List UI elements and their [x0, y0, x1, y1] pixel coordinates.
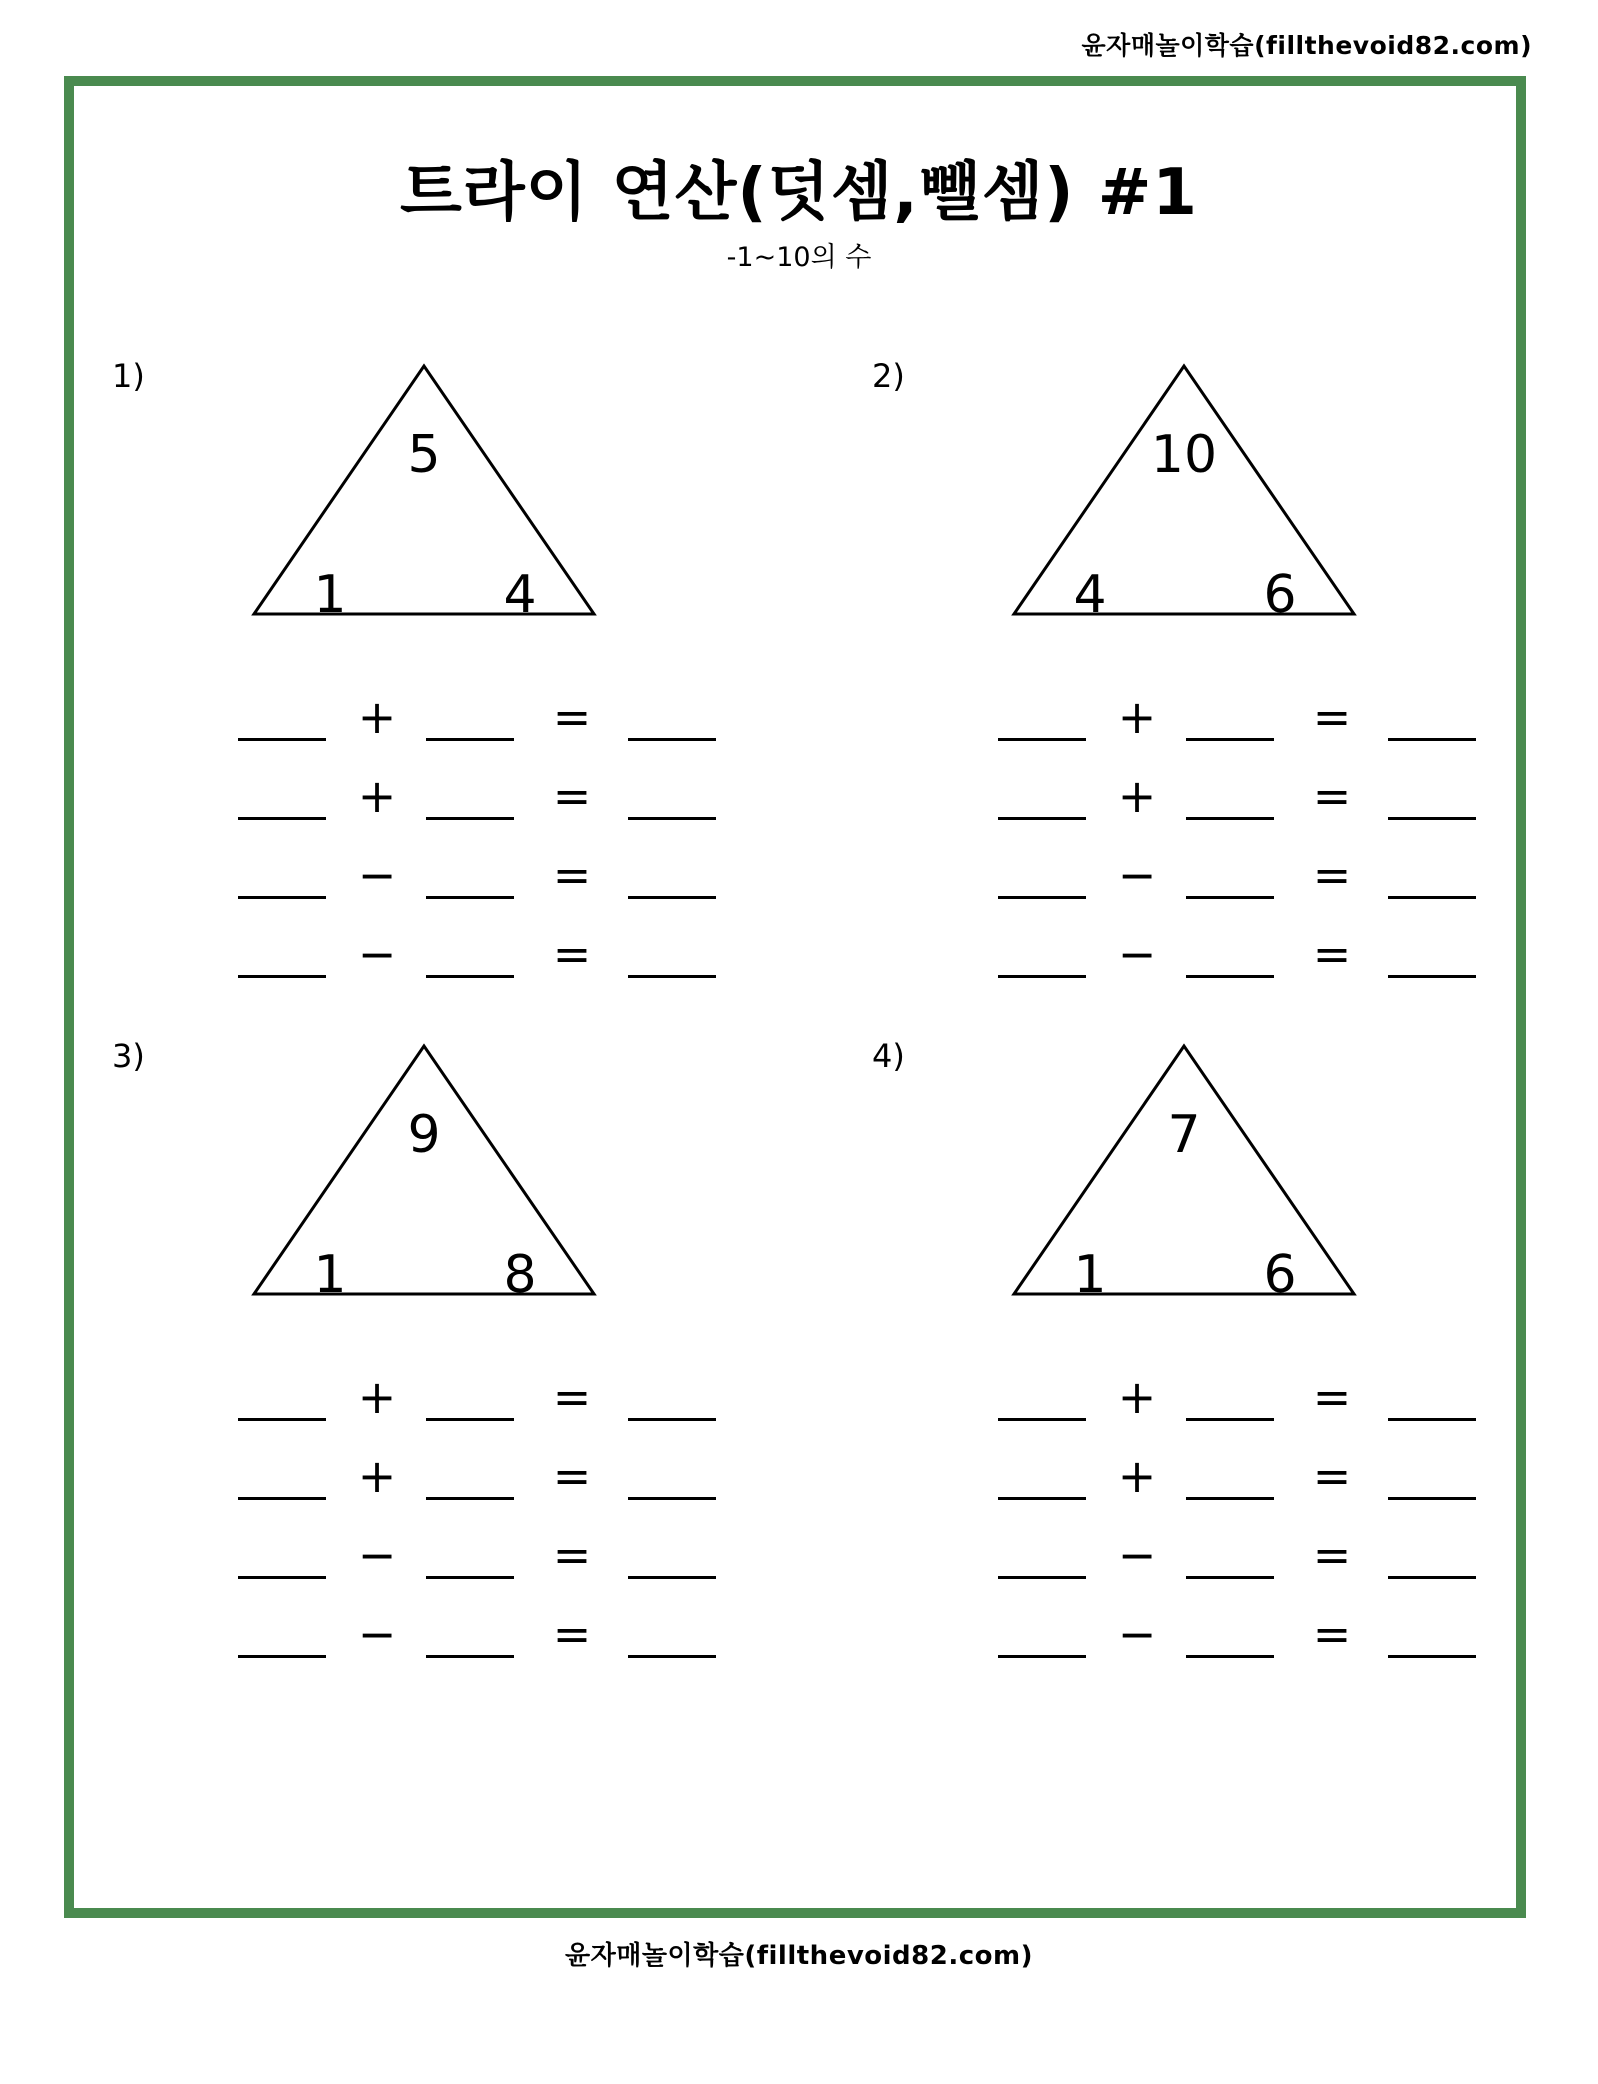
- problem-4: [872, 1037, 1598, 1717]
- answer-blank[interactable]: [628, 1576, 716, 1579]
- equals-sign: =: [552, 927, 592, 981]
- answer-blank[interactable]: [426, 975, 514, 978]
- answer-blank[interactable]: [1388, 1655, 1476, 1658]
- triangle-top-number: 7: [1167, 1105, 1201, 1165]
- answer-blank[interactable]: [426, 817, 514, 820]
- equals-sign: =: [1312, 690, 1352, 744]
- equals-sign: =: [552, 848, 592, 902]
- equals-sign: =: [1312, 1449, 1352, 1503]
- answer-blank[interactable]: [628, 1655, 716, 1658]
- answer-blank[interactable]: [628, 1418, 716, 1421]
- operator: −: [357, 927, 397, 981]
- answer-blank[interactable]: [998, 975, 1086, 978]
- operator: −: [1117, 927, 1157, 981]
- number-triangle: [1012, 364, 1356, 625]
- equals-sign: =: [552, 769, 592, 823]
- answer-blank[interactable]: [426, 1655, 514, 1658]
- answer-blank[interactable]: [998, 896, 1086, 899]
- equals-sign: =: [1312, 769, 1352, 823]
- triangle-shape: [254, 1046, 594, 1294]
- operator: +: [357, 769, 397, 823]
- problem-2: [872, 357, 1598, 1037]
- answer-blank[interactable]: [426, 1576, 514, 1579]
- operator: +: [357, 1449, 397, 1503]
- triangle-left-number: 1: [313, 565, 347, 625]
- equation-row: [232, 1448, 712, 1504]
- answer-blank[interactable]: [1186, 1418, 1274, 1421]
- operator: −: [357, 1607, 397, 1661]
- triangle-shape: [254, 366, 594, 614]
- equals-sign: =: [552, 1449, 592, 1503]
- answer-blank[interactable]: [238, 738, 326, 741]
- operator: +: [357, 1370, 397, 1424]
- equation-row: [232, 768, 712, 824]
- equation-row: [992, 1606, 1472, 1662]
- triangle-left-number: 1: [313, 1245, 347, 1305]
- answer-blank[interactable]: [998, 817, 1086, 820]
- number-triangle: [252, 1044, 596, 1305]
- answer-blank[interactable]: [998, 738, 1086, 741]
- triangle-left-number: 1: [1073, 1245, 1107, 1305]
- equation-row: [992, 1448, 1472, 1504]
- operator: −: [1117, 848, 1157, 902]
- number-triangle: [252, 364, 596, 625]
- equals-sign: =: [552, 1370, 592, 1424]
- problem-number: 3): [112, 1037, 145, 1075]
- answer-blank[interactable]: [998, 1497, 1086, 1500]
- equation-row: [232, 1606, 712, 1662]
- answer-blank[interactable]: [238, 1655, 326, 1658]
- operator: −: [357, 1528, 397, 1582]
- answer-blank[interactable]: [238, 896, 326, 899]
- answer-blank[interactable]: [238, 975, 326, 978]
- answer-blank[interactable]: [426, 896, 514, 899]
- answer-blank[interactable]: [238, 1576, 326, 1579]
- answer-blank[interactable]: [628, 975, 716, 978]
- equation-row: [232, 1527, 712, 1583]
- answer-blank[interactable]: [238, 1418, 326, 1421]
- equation-row: [232, 926, 712, 982]
- answer-blank[interactable]: [426, 1418, 514, 1421]
- answer-blank[interactable]: [1186, 1497, 1274, 1500]
- equals-sign: =: [1312, 1528, 1352, 1582]
- equals-sign: =: [552, 690, 592, 744]
- triangle-top-number: 10: [1150, 425, 1218, 485]
- operator: +: [1117, 769, 1157, 823]
- answer-blank[interactable]: [1388, 1576, 1476, 1579]
- answer-blank[interactable]: [1186, 896, 1274, 899]
- answer-blank[interactable]: [1388, 1418, 1476, 1421]
- equation-row: [992, 689, 1472, 745]
- number-triangle: [1012, 1044, 1356, 1305]
- equation-row: [992, 1527, 1472, 1583]
- equals-sign: =: [552, 1607, 592, 1661]
- worksheet-subtitle: -1~10의 수: [726, 242, 872, 273]
- answer-blank[interactable]: [1186, 817, 1274, 820]
- triangle-left-number: 4: [1073, 565, 1107, 625]
- equals-sign: =: [552, 1528, 592, 1582]
- equation-row: [992, 768, 1472, 824]
- triangle-right-number: 6: [1263, 565, 1297, 625]
- answer-blank[interactable]: [1388, 817, 1476, 820]
- answer-blank[interactable]: [1388, 738, 1476, 741]
- triangle-shape: [1014, 1046, 1354, 1294]
- site-credit-bottom: 윤자매놀이학습(fillthevoid82.com): [565, 1941, 1033, 1971]
- operator: −: [1117, 1607, 1157, 1661]
- operator: +: [1117, 1449, 1157, 1503]
- site-credit-top: 윤자매놀이학습(fillthevoid82.com): [1081, 31, 1532, 60]
- operator: −: [357, 848, 397, 902]
- equation-row: [232, 689, 712, 745]
- problem-number: 4): [872, 1037, 905, 1075]
- operator: +: [1117, 690, 1157, 744]
- triangle-shape: [1014, 366, 1354, 614]
- answer-blank[interactable]: [238, 817, 326, 820]
- equation-row: [992, 847, 1472, 903]
- answer-blank[interactable]: [628, 896, 716, 899]
- equals-sign: =: [1312, 1370, 1352, 1424]
- answer-blank[interactable]: [1388, 975, 1476, 978]
- answer-blank[interactable]: [426, 1497, 514, 1500]
- answer-blank[interactable]: [628, 817, 716, 820]
- problem-1: [112, 357, 872, 1037]
- answer-blank[interactable]: [1186, 975, 1274, 978]
- answer-blank[interactable]: [628, 738, 716, 741]
- problem-3: [112, 1037, 872, 1717]
- equation-row: [232, 847, 712, 903]
- answer-blank[interactable]: [238, 1497, 326, 1500]
- equation-row: [232, 1369, 712, 1425]
- worksheet-title: 트라이 연산(덧셈,뺄셈) #1: [400, 156, 1198, 230]
- triangle-right-number: 6: [1263, 1245, 1297, 1305]
- answer-blank[interactable]: [1186, 1655, 1274, 1658]
- triangle-right-number: 4: [503, 565, 537, 625]
- answer-blank[interactable]: [998, 1576, 1086, 1579]
- triangle-right-number: 8: [503, 1245, 537, 1305]
- answer-blank[interactable]: [1388, 896, 1476, 899]
- answer-blank[interactable]: [628, 1497, 716, 1500]
- operator: +: [1117, 1370, 1157, 1424]
- equation-row: [992, 926, 1472, 982]
- answer-blank[interactable]: [1186, 1576, 1274, 1579]
- equals-sign: =: [1312, 1607, 1352, 1661]
- equals-sign: =: [1312, 848, 1352, 902]
- answer-blank[interactable]: [1186, 738, 1274, 741]
- operator: +: [357, 690, 397, 744]
- answer-blank[interactable]: [426, 738, 514, 741]
- answer-blank[interactable]: [998, 1655, 1086, 1658]
- answer-blank[interactable]: [1388, 1497, 1476, 1500]
- triangle-top-number: 9: [407, 1105, 441, 1165]
- problem-number: 1): [112, 357, 145, 395]
- triangle-top-number: 5: [407, 425, 441, 485]
- equation-row: [992, 1369, 1472, 1425]
- equals-sign: =: [1312, 927, 1352, 981]
- answer-blank[interactable]: [998, 1418, 1086, 1421]
- problem-number: 2): [872, 357, 905, 395]
- operator: −: [1117, 1528, 1157, 1582]
